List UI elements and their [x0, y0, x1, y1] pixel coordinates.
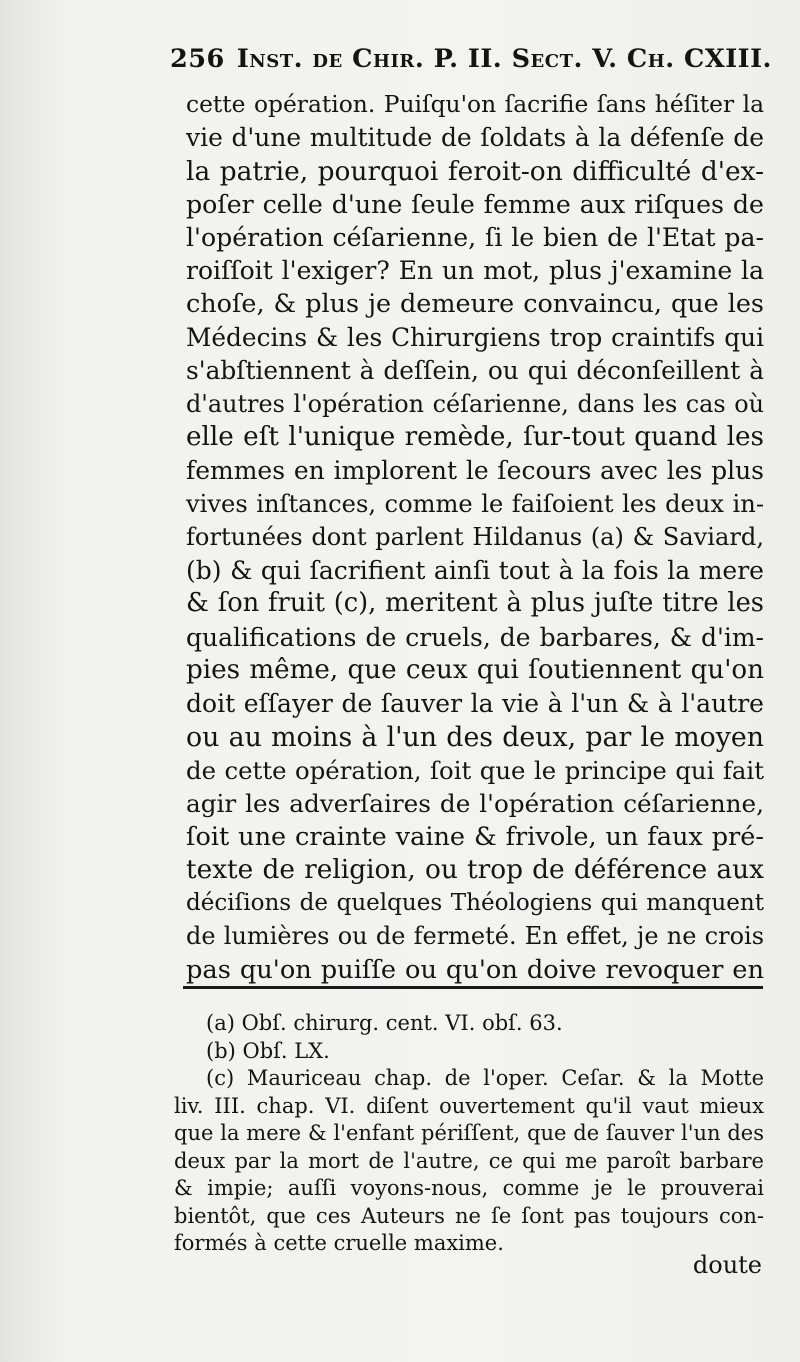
text-line: & ſon fruit (c), meritent à plus juſte titre les — [186, 588, 764, 619]
text-line: (b) & qui ſacrifient ainſi tout à la fois la mere — [186, 556, 764, 586]
running-title: Inst. de Chir. P. II. Sect. V. Ch. CXIII. — [236, 44, 772, 74]
text-line: femmes en implorent le ſecours avec les plus — [186, 456, 764, 486]
text-line: poſer celle d'une ſeule femme aux riſques de — [186, 189, 764, 219]
text-line: pas qu'on puiſſe ou qu'on doive revoquer en — [186, 954, 764, 985]
footnote-c-line: que la mere & l'enfant périſſent, que de ſauver l'un des — [174, 1121, 764, 1145]
catchword: doute — [692, 1251, 762, 1279]
text-line: agir les adverſaires de l'opération céſarienne, — [186, 789, 764, 819]
footnote-c-line: & impie; auſſi voyons-nous, comme je le prouverai — [174, 1176, 764, 1200]
text-line: s'abſtiennent à deſſein, ou qui déconſeillent à — [186, 356, 764, 386]
page-number: 256 — [170, 44, 225, 74]
main-text — [186, 88, 764, 987]
footnote-c-line: (c) Mauriceau chap. de l'oper. Ceſar. & la Motte — [206, 1066, 764, 1090]
text-line: elle eſt l'unique remède, ſur-tout quand les — [186, 421, 764, 452]
text-line: pies même, que ceux qui ſoutiennent qu'on — [186, 655, 764, 686]
footnote-a: (a) Obſ. chirurg. cent. VI. obſ. 63. — [206, 1011, 563, 1035]
footnotes — [174, 1010, 764, 1258]
text-line: ou au moins à l'un des deux, par le moyen — [186, 721, 764, 753]
text-line: ſoit une crainte vaine & frivole, un faux pré- — [186, 821, 764, 852]
footnote-c-line: formés à cette cruelle maxime. — [174, 1231, 504, 1255]
text-line: vives inſtances, comme le faiſoient les deux in- — [186, 489, 764, 518]
footnote-c-line: deux par la mort de l'autre, ce qui me paroît barbare — [174, 1148, 764, 1173]
text-line: texte de religion, ou trop de déférence aux — [186, 854, 764, 885]
text-line: roiſſoit l'exiger? En un mot, plus j'examine la — [186, 256, 764, 286]
text-line: d'autres l'opération céſarienne, dans les cas où — [186, 389, 764, 418]
text-line: fortunées dont parlent Hildanus (a) & Saviard, — [186, 522, 764, 551]
text-line: la patrie, pourquoi feroit-on difficulté d'ex- — [186, 155, 764, 187]
text-line: doit eſſayer de ſauver la vie à l'un & à l'autre — [186, 689, 764, 719]
text-line: choſe, & plus je demeure convaincu, que les — [186, 288, 764, 319]
text-line: l'opération céſarienne, ſi le bien de l'Etat pa- — [186, 223, 764, 253]
text-line: Médecins & les Chirurgiens trop craintifs qui — [186, 323, 764, 353]
footnote-c-line: bientôt, que ces Auteurs ne ſe ſont pas toujours con- — [174, 1203, 764, 1228]
footnote-c-line: liv. III. chap. VI. diſent ouvertement qu'il vaut mieux — [174, 1093, 764, 1118]
text-line: de cette opération, ſoit que le principe qui fait — [186, 755, 764, 785]
text-line: déciſions de quelques Théologiens qui manquent — [186, 890, 764, 917]
text-line: qualifications de cruels, de barbares, & d'im- — [186, 622, 764, 652]
text-line: cette opération. Puiſqu'on ſacrifie ſans héſiter la — [186, 90, 764, 118]
footnote-b: (b) Obſ. LX. — [206, 1038, 330, 1063]
footnote-divider — [183, 986, 763, 989]
text-line: vie d'une multitude de ſoldats à la défenſe de — [186, 123, 764, 153]
text-line: de lumières ou de fermeté. En effet, je ne crois — [186, 922, 764, 951]
running-header — [170, 44, 770, 74]
